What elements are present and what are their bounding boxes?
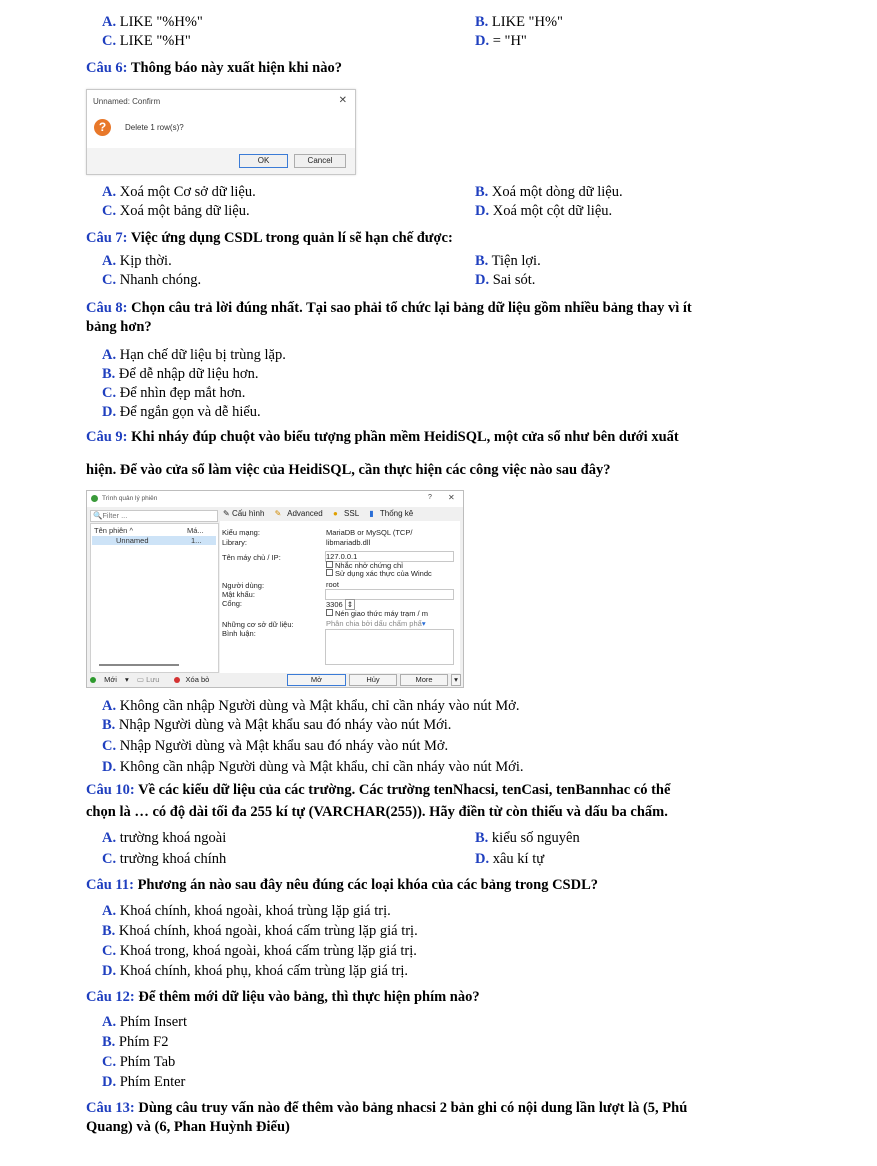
more-button[interactable]: More xyxy=(400,674,448,686)
question-9-cont: hiện. Để vào cửa sổ làm việc của HeidiSQL, cần thực hiện các công việc nào sau đây? xyxy=(86,462,611,478)
q8-option-b: B. Để dễ nhập dữ liệu hơn. xyxy=(102,366,259,382)
q10-option-b: B. kiểu số nguyên xyxy=(475,830,580,846)
confirm-dialog-body xyxy=(87,90,355,148)
question-13: Câu 13: Dùng câu truy vấn nào để thêm vào bảng nhacsi 2 bản ghi có nội dung lần lượt là (5, Phú xyxy=(86,1100,688,1116)
window-titlebar xyxy=(87,491,463,507)
session-name: Unnamed xyxy=(116,536,149,545)
port-stepper[interactable]: ⇕ xyxy=(346,600,354,609)
tab-settings[interactable]: ✎ Cấu hình xyxy=(223,509,265,518)
session-row[interactable] xyxy=(92,536,216,545)
databases-label: Những cơ sở dữ liệu: xyxy=(222,620,294,629)
q6-option-b: B. Xoá một dòng dữ liệu. xyxy=(475,184,623,200)
q5-option-c: C. LIKE "%H" xyxy=(102,33,191,49)
q7-option-a: A. Kịp thời. xyxy=(102,253,172,269)
q5-option-b: B. LIKE "H%" xyxy=(475,14,563,30)
question-10-cont: chọn là … có độ dài tối đa 255 kí tự (VARCHAR(255)). Hãy điền từ còn thiếu và dấu ba chấm. xyxy=(86,804,668,820)
lock-icon: ● xyxy=(332,509,338,518)
q11-option-d: D. Khoá chính, khoá phụ, khoá cấm trùng lặp giá trị. xyxy=(102,963,409,979)
plus-icon xyxy=(90,677,96,683)
tab-ssl[interactable]: ● SSL xyxy=(332,509,360,518)
q12-option-b: B. Phím F2 xyxy=(102,1034,169,1050)
question-8: Câu 8: Chọn câu trả lời đúng nhất. Tại sao phải tổ chức lại bảng dữ liệu gồm nhiều bảng thay vì ít xyxy=(86,300,692,316)
q9-option-b: B. Nhập Người dùng và Mật khẩu sau đó nháy vào nút Mới. xyxy=(102,717,452,733)
compress-checkbox[interactable]: Nén giao thức máy trạm / m xyxy=(326,609,428,618)
chart-icon: ▮ xyxy=(369,509,374,518)
windows-auth-checkbox[interactable]: Sử dụng xác thực của Windc xyxy=(326,569,432,578)
question-6: Câu 6: Thông báo này xuất hiện khi nào? xyxy=(86,60,342,76)
checkbox-icon xyxy=(326,561,333,568)
q11-option-a: A. Khoá chính, khoá ngoài, khoá trùng lặp giá trị. xyxy=(102,903,391,919)
session-manager-window xyxy=(86,490,464,688)
cert-checkbox[interactable]: Nhắc nhở chứng chỉ xyxy=(326,561,403,570)
tab-statistics[interactable]: ▮ Thống kê xyxy=(369,509,414,518)
close-icon[interactable]: ✕ xyxy=(448,493,455,502)
open-button[interactable]: Mở xyxy=(287,674,346,686)
q9-option-c: C. Nhập Người dùng và Mật khẩu sau đó nháy vào nút Mở. xyxy=(102,738,449,754)
q8-option-d: D. Để ngắn gọn và dễ hiểu. xyxy=(102,404,261,420)
network-type-label: Kiểu mạng: xyxy=(222,528,260,537)
q8-option-c: C. Để nhìn đẹp mắt hơn. xyxy=(102,385,246,401)
q7-option-b: B. Tiện lợi. xyxy=(475,253,541,269)
q5-option-a: A. LIKE "%H%" xyxy=(102,14,203,30)
host-input[interactable]: 127.0.0.1 xyxy=(326,552,358,561)
q9-option-d: D. Không cần nhập Người dùng và Mật khẩu, chỉ cần nháy vào nút Mới. xyxy=(102,759,524,775)
q5-option-d: D. = "H" xyxy=(475,33,527,49)
q12-option-c: C. Phím Tab xyxy=(102,1054,176,1070)
session-list[interactable] xyxy=(90,523,219,673)
column-session-name[interactable]: Tên phiên ^ xyxy=(94,526,133,535)
comment-label: Bình luận: xyxy=(222,629,256,638)
library-select[interactable]: libmariadb.dll xyxy=(326,538,371,547)
question-icon: ? xyxy=(94,119,111,136)
q12-option-a: A. Phím Insert xyxy=(102,1014,187,1030)
library-label: Library: xyxy=(222,538,248,547)
wrench-icon: ✎ xyxy=(274,509,282,518)
q10-option-a: A. trường khoá ngoài xyxy=(102,830,227,846)
question-10: Câu 10: Về các kiểu dữ liệu của các trường. Các trường tenNhacsi, tenCasi, tenBannhac có thể xyxy=(86,782,671,798)
more-dropdown-button[interactable]: ▾ xyxy=(451,674,461,686)
q6-option-d: D. Xoá một cột dữ liệu. xyxy=(475,203,613,219)
cancel-button[interactable]: Hủy xyxy=(349,674,397,686)
q10-option-c: C. trường khoá chính xyxy=(102,851,227,867)
host-label: Tên máy chủ / IP: xyxy=(222,553,281,562)
q7-option-c: C. Nhanh chóng. xyxy=(102,272,202,288)
checkbox-icon xyxy=(326,569,333,576)
question-12: Câu 12: Để thêm mới dữ liệu vào bảng, thì thực hiện phím nào? xyxy=(86,989,480,1005)
close-icon[interactable]: ✕ xyxy=(338,95,347,106)
confirm-dialog-title: Unnamed: Confirm xyxy=(93,97,161,106)
filter-input[interactable]: 🔍Filter ... xyxy=(90,510,218,522)
question-11: Câu 11: Phương án nào sau đây nêu đúng các loại khóa của các bảng trong CSDL? xyxy=(86,877,599,893)
q11-option-b: B. Khoá chính, khoá ngoài, khoá cấm trùng lặp giá trị. xyxy=(102,923,418,939)
q7-option-d: D. Sai sót. xyxy=(475,272,536,288)
question-8-cont: bảng hơn? xyxy=(86,319,152,335)
cancel-button[interactable]: Cancel xyxy=(294,154,346,168)
settings-panel xyxy=(220,521,460,673)
question-7: Câu 7: Việc ứng dụng CSDL trong quản lí sẽ hạn chế được: xyxy=(86,230,453,246)
app-icon xyxy=(91,495,98,502)
user-label: Người dùng: xyxy=(222,581,265,590)
delete-icon xyxy=(174,677,180,683)
settings-tabs xyxy=(223,509,421,518)
confirm-message: Delete 1 row(s)? xyxy=(125,123,184,132)
databases-input[interactable]: Phân chia bởi dấu chấm phẩ▾ xyxy=(326,619,426,628)
checkbox-icon xyxy=(326,609,333,616)
q6-option-c: C. Xoá một bảng dữ liệu. xyxy=(102,203,250,219)
horizontal-scrollbar[interactable] xyxy=(99,664,179,666)
new-button[interactable]: Mới ▾ xyxy=(90,675,129,684)
q9-option-a: A. Không cần nhập Người dùng và Mật khẩu, chỉ cần nháy vào nút Mở. xyxy=(102,698,520,714)
user-input[interactable]: root xyxy=(326,580,339,589)
port-label: Cổng: xyxy=(222,599,243,608)
help-icon[interactable]: ? xyxy=(428,494,432,501)
password-label: Mật khẩu: xyxy=(222,590,255,599)
comment-textarea[interactable] xyxy=(325,629,454,665)
q10-option-d: D. xâu kí tự xyxy=(475,851,545,867)
network-type-select[interactable]: MariaDB or MySQL (TCP/ xyxy=(326,528,413,537)
q8-option-a: A. Hạn chế dữ liệu bị trùng lặp. xyxy=(102,347,286,363)
confirm-dialog xyxy=(86,89,356,175)
session-actions xyxy=(90,675,221,684)
window-title: Trình quản lý phiên xyxy=(102,495,158,502)
delete-button[interactable]: Xóa bỏ xyxy=(174,675,216,684)
save-button[interactable]: ▭ Lưu xyxy=(136,675,160,684)
q12-option-d: D. Phím Enter xyxy=(102,1074,186,1090)
tab-advanced[interactable]: ✎ Advanced xyxy=(274,509,323,518)
port-input[interactable]: 3306 ⇕ xyxy=(326,600,354,609)
ok-button[interactable]: OK xyxy=(239,154,288,168)
session-value: 1... xyxy=(191,536,202,545)
q11-option-c: C. Khoá trong, khoá ngoài, khoá cấm trùng lặp giá trị. xyxy=(102,943,417,959)
question-13-cont: Quang) và (6, Phan Huỳnh Điểu) xyxy=(86,1119,290,1135)
question-9: Câu 9: Khi nháy đúp chuột vào biểu tượng phần mềm HeidiSQL, một cửa sổ như bên dưới xuất xyxy=(86,429,679,445)
column-host[interactable]: Má... xyxy=(187,526,204,535)
dropdown-arrow-icon: ▾ xyxy=(421,619,426,628)
q6-option-a: A. Xoá một Cơ sở dữ liệu. xyxy=(102,184,256,200)
